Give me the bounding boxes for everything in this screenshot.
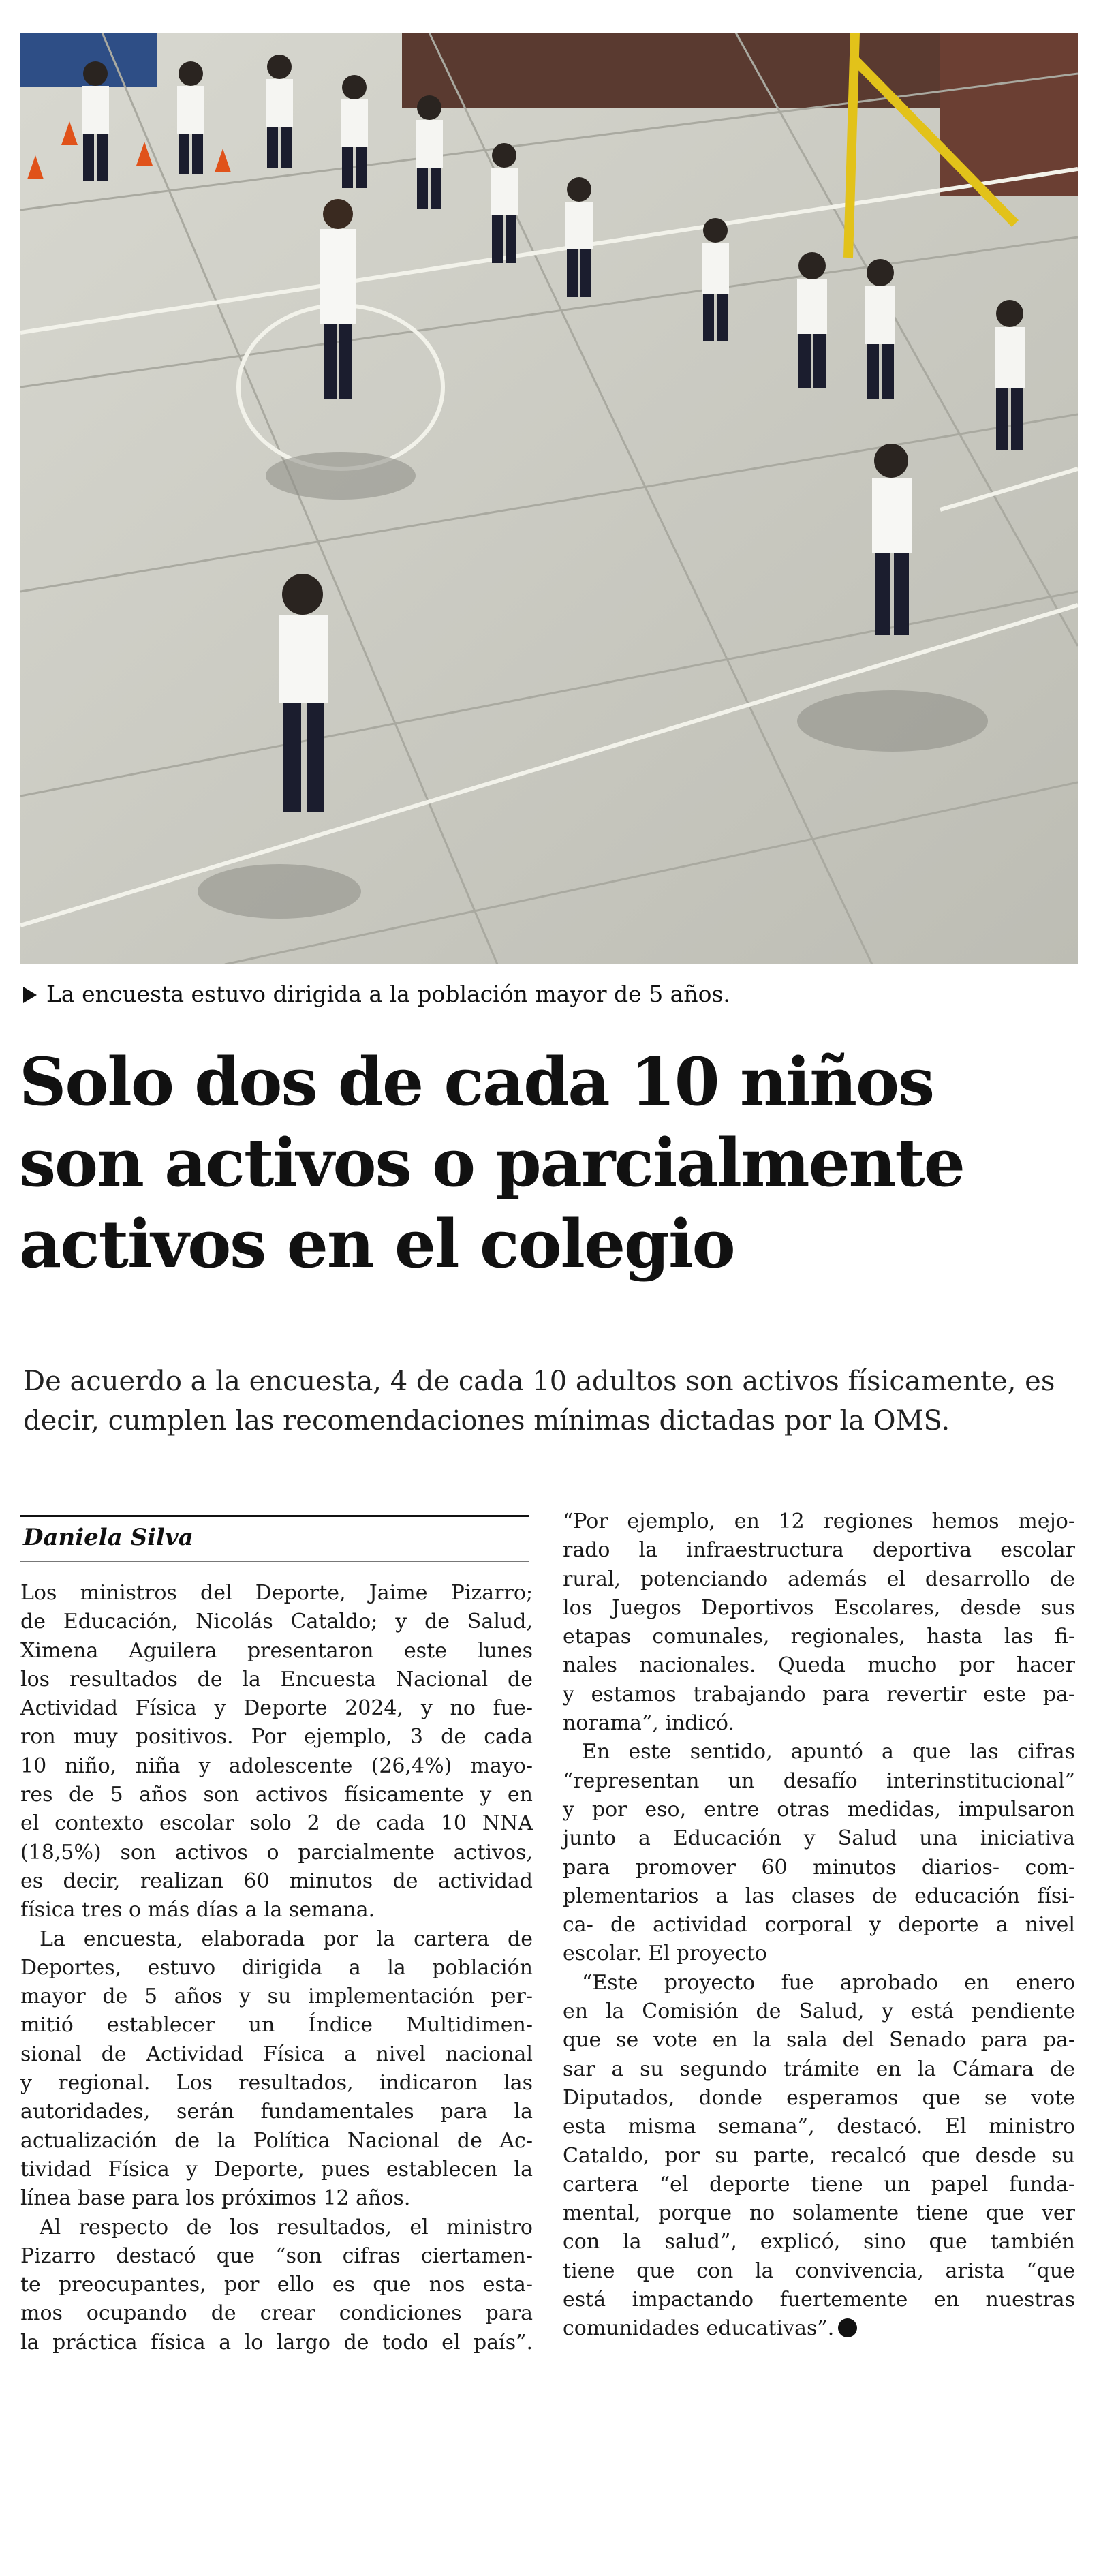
body-line: rado la infraestructura deportiva escolar xyxy=(563,1538,1075,1563)
body-line: tiene que con la convivencia, arista “que xyxy=(563,2258,1075,2283)
body-line: con la salud”, explicó, sino que también xyxy=(563,2230,1075,2254)
body-line: para promover 60 minutos diarios- com- xyxy=(563,1855,1075,1880)
body-line: en la Comisión de Salud, y está pendiente xyxy=(563,1999,1075,2024)
body-line: Los ministros del Deporte, Jaime Pizarro; xyxy=(20,1581,533,1605)
body-line: autoridades, serán fundamentales para la xyxy=(20,2100,533,2124)
body-line: te preocupantes, por ello es que nos esta- xyxy=(20,2273,533,2297)
body-line: nales nacionales. Queda mucho por hacer xyxy=(563,1653,1075,1678)
body-line: mos ocupando de crear condiciones para xyxy=(20,2301,533,2326)
body-line: la práctica física a lo largo de todo el país”. xyxy=(20,2330,533,2355)
body-line: La encuesta, elaborada por la cartera de xyxy=(40,1927,533,1951)
triangle-bullet-icon xyxy=(23,987,37,1003)
body-line: línea base para los próximos 12 años. xyxy=(20,2186,411,2211)
body-line: y estamos trabajando para revertir este pa- xyxy=(563,1682,1075,1706)
body-line: ron muy positivos. Por ejemplo, 3 de cada xyxy=(20,1725,533,1749)
byline-top-rule xyxy=(20,1515,529,1517)
headline-line: activos en el colegio xyxy=(19,1206,734,1283)
byline-author: Daniela Silva xyxy=(23,1524,193,1551)
body-line: En este sentido, apuntó a que las cifras xyxy=(582,1740,1075,1764)
article-deck xyxy=(23,1362,1079,1441)
body-line: los resultados de la Encuesta Nacional de xyxy=(20,1667,533,1691)
body-line: res de 5 años son activos físicamente y en xyxy=(20,1783,533,1807)
body-line: es decir, realizan 60 minutos de actividad xyxy=(20,1869,533,1893)
body-line: rural, potenciando además el desarrollo de xyxy=(563,1567,1075,1591)
body-line: cartera “el deporte tiene un papel funda- xyxy=(563,2172,1075,2196)
body-line: Cataldo, por su parte, recalcó que desde su xyxy=(563,2143,1075,2168)
body-line: (18,5%) son activos o parcialmente activos, xyxy=(20,1840,533,1865)
body-line: Ximena Aguilera presentaron este lunes xyxy=(20,1638,533,1663)
headline-line: son activos o parcialmente xyxy=(19,1124,964,1201)
deck-line: decir, cumplen las recomendaciones mínimas dictadas por la OMS. xyxy=(23,1405,950,1437)
photo-caption xyxy=(23,979,1072,1009)
body-line: tividad Física y Deporte, pues establecen la xyxy=(20,2157,533,2181)
body-line: “Por ejemplo, en 12 regiones hemos mejo- xyxy=(563,1509,1075,1533)
caption-text: La encuesta estuvo dirigida a la población mayor de 5 años. xyxy=(46,981,730,1007)
body-line: norama”, indicó. xyxy=(563,1711,734,1736)
body-line: plementarios a las clases de educación físi- xyxy=(563,1884,1075,1908)
body-line: “Este proyecto fue aprobado en enero xyxy=(582,1970,1075,1995)
body-line-last xyxy=(563,2314,1075,2343)
body-line: sional de Actividad Física a nivel nacional xyxy=(20,2042,533,2066)
body-line: ca- de actividad corporal y deporte a nivel xyxy=(563,1913,1075,1937)
body-line: junto a Educación y Salud una iniciativa xyxy=(563,1826,1075,1851)
body-line: 10 niño, niña y adolescente (26,4%) mayo- xyxy=(20,1753,533,1778)
article-photo xyxy=(20,33,1078,964)
body-line: que se vote en la sala del Senado para pa- xyxy=(563,2028,1075,2053)
body-line: mayor de 5 años y su implementación per- xyxy=(20,1984,533,2009)
body-line: Deportes, estuvo dirigida a la población xyxy=(20,1955,533,1980)
body-line: esta misma semana”, destacó. El ministro xyxy=(563,2115,1075,2139)
body-line: los Juegos Deportivos Escolares, desde sus xyxy=(563,1595,1075,1620)
end-of-article-icon xyxy=(838,2318,857,2337)
body-line: sar a su segundo trámite en la Cámara de xyxy=(563,2057,1075,2081)
body-line: “representan un desafío interinstitucional” xyxy=(563,1768,1075,1793)
deck-line: De acuerdo a la encuesta, 4 de cada 10 adultos son activos físicamente, es xyxy=(23,1366,1055,1397)
body-line: escolar. El proyecto xyxy=(563,1942,767,1966)
body-line: el contexto escolar solo 2 de cada 10 NNA xyxy=(20,1811,533,1836)
body-line: Pizarro destacó que “son cifras ciertamen- xyxy=(20,2243,533,2268)
article-headline xyxy=(19,1041,1082,1285)
body-line-last-text: comunidades educativas”. xyxy=(563,2316,835,2341)
body-line: Al respecto de los resultados, el ministro xyxy=(40,2215,533,2239)
body-line: Diputados, donde esperamos que se vote xyxy=(563,2085,1075,2110)
body-line: mental, porque no solamente tiene que ver xyxy=(563,2201,1075,2226)
body-line: y regional. Los resultados, indicaron las xyxy=(20,2071,533,2096)
body-column-left xyxy=(20,1579,533,2357)
body-line: Actividad Física y Deporte 2024, y no fue- xyxy=(20,1696,533,1721)
body-column-right xyxy=(563,1507,1075,2344)
body-line: etapas comunales, regionales, hasta las fi- xyxy=(563,1625,1075,1649)
body-line: actualización de la Política Nacional de Ac- xyxy=(20,2128,533,2153)
body-line: física tres o más días a la semana. xyxy=(20,1898,375,1922)
body-line: y por eso, entre otras medidas, impulsaron xyxy=(563,1797,1075,1822)
body-line: está impactando fuertemente en nuestras xyxy=(563,2288,1075,2312)
body-line: mitió establecer un Índice Multidimen- xyxy=(20,2013,533,2038)
schoolyard-photo xyxy=(20,33,1078,964)
headline-line: Solo dos de cada 10 niños xyxy=(19,1043,934,1120)
body-line: de Educación, Nicolás Cataldo; y de Salud, xyxy=(20,1610,533,1634)
byline-bottom-rule xyxy=(20,1561,529,1562)
